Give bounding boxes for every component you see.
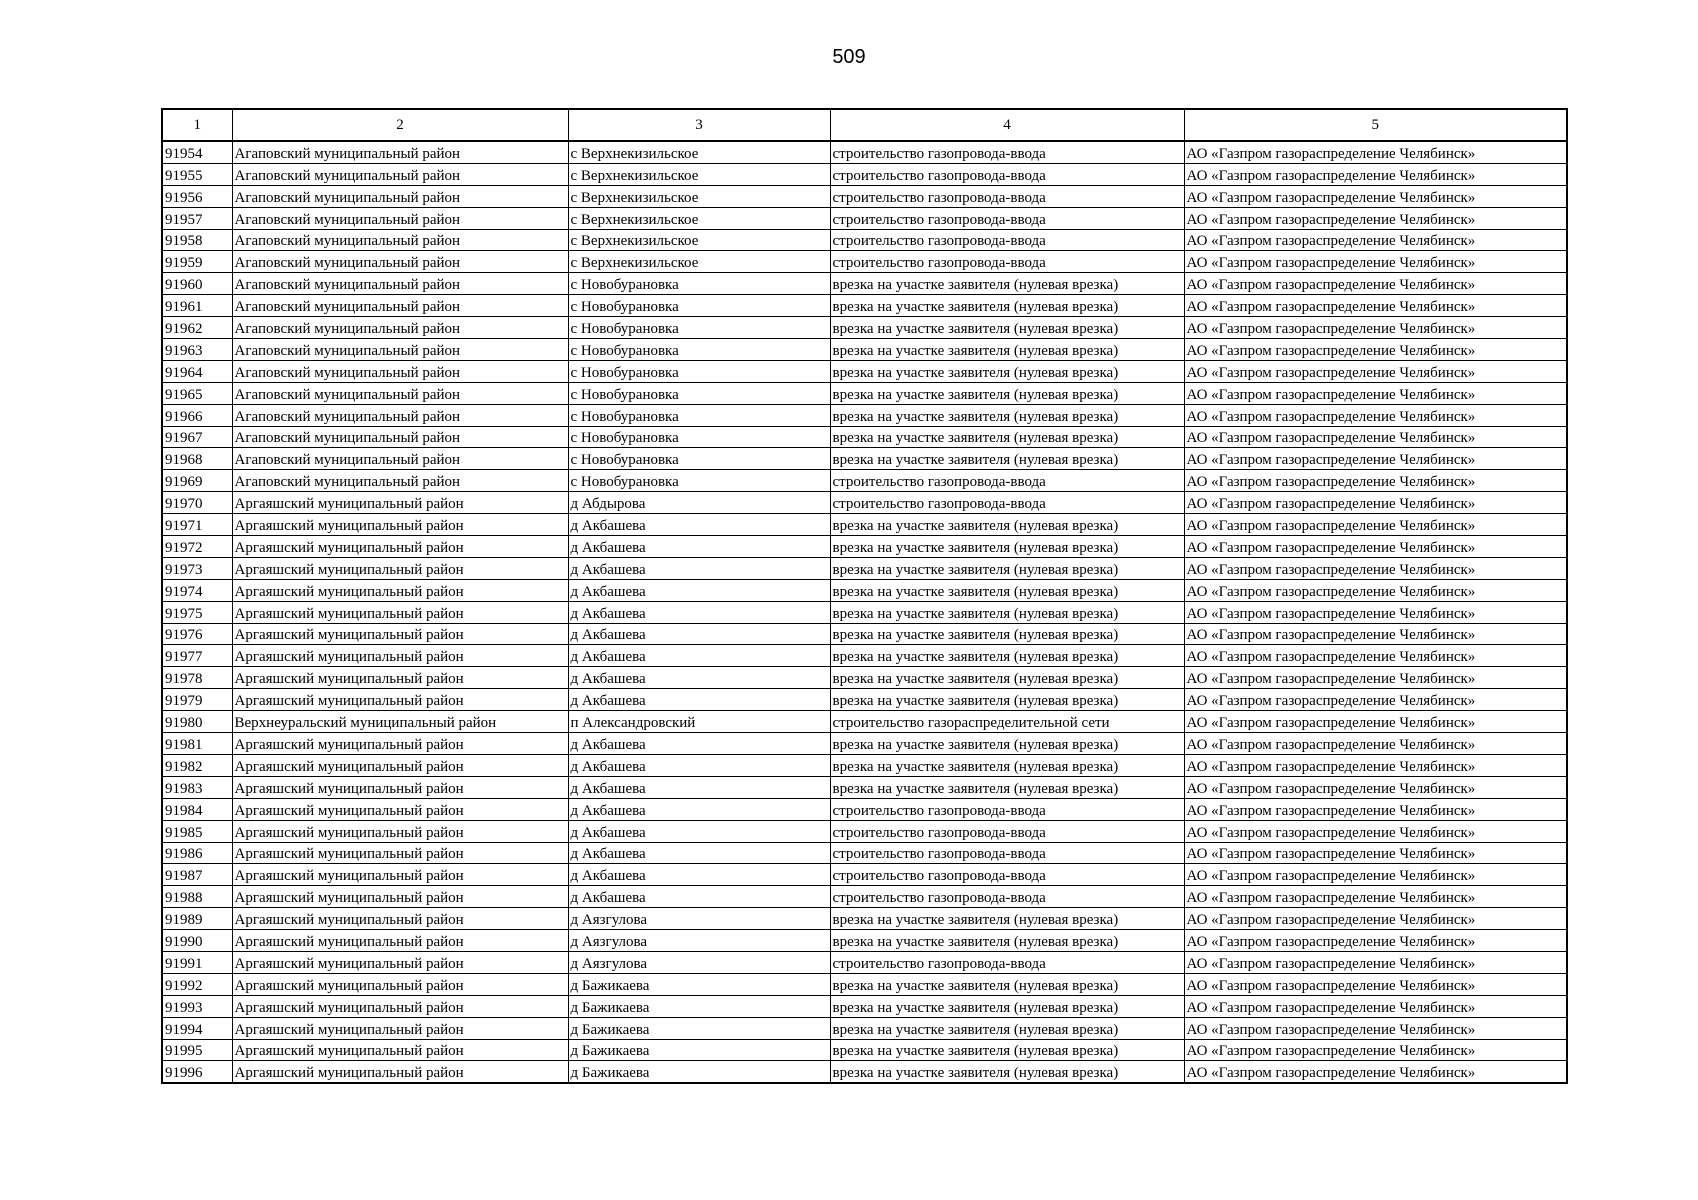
settlement-cell: с Верхнекизильское — [568, 251, 830, 273]
settlement-cell: д Акбашева — [568, 689, 830, 711]
district-cell: Агаповский муниципальный район — [232, 317, 568, 339]
table-row — [162, 623, 1567, 645]
column-header: 4 — [830, 109, 1184, 141]
organization-cell: АО «Газпром газораспределение Челябинск» — [1184, 426, 1567, 448]
work-type-cell: врезка на участке заявителя (нулевая врезка) — [830, 295, 1184, 317]
organization-cell: АО «Газпром газораспределение Челябинск» — [1184, 470, 1567, 492]
district-cell: Агаповский муниципальный район — [232, 207, 568, 229]
district-cell: Агаповский муниципальный район — [232, 339, 568, 361]
district-cell: Агаповский муниципальный район — [232, 295, 568, 317]
settlement-cell: д Аязгулова — [568, 930, 830, 952]
work-type-cell: врезка на участке заявителя (нулевая врезка) — [830, 339, 1184, 361]
district-cell: Агаповский муниципальный район — [232, 382, 568, 404]
organization-cell: АО «Газпром газораспределение Челябинск» — [1184, 776, 1567, 798]
row-number-cell: 91967 — [162, 426, 232, 448]
settlement-cell: д Бажикаева — [568, 1039, 830, 1061]
settlement-cell: с Верхнекизильское — [568, 163, 830, 185]
work-type-cell: врезка на участке заявителя (нулевая врезка) — [830, 557, 1184, 579]
settlement-cell: д Акбашева — [568, 557, 830, 579]
row-number-cell: 91991 — [162, 951, 232, 973]
work-type-cell: врезка на участке заявителя (нулевая врезка) — [830, 1017, 1184, 1039]
settlement-cell: д Акбашева — [568, 886, 830, 908]
table-row — [162, 185, 1567, 207]
settlement-cell: д Акбашева — [568, 798, 830, 820]
work-type-cell: строительство газопровода-ввода — [830, 842, 1184, 864]
table-row — [162, 251, 1567, 273]
work-type-cell: врезка на участке заявителя (нулевая врезка) — [830, 536, 1184, 558]
work-type-cell: врезка на участке заявителя (нулевая врезка) — [830, 645, 1184, 667]
settlement-cell: с Верхнекизильское — [568, 229, 830, 251]
work-type-cell: врезка на участке заявителя (нулевая врезка) — [830, 908, 1184, 930]
table-row — [162, 536, 1567, 558]
row-number-cell: 91964 — [162, 360, 232, 382]
registry-table — [161, 108, 1568, 1084]
settlement-cell: с Верхнекизильское — [568, 141, 830, 163]
organization-cell: АО «Газпром газораспределение Челябинск» — [1184, 601, 1567, 623]
work-type-cell: строительство газопровода-ввода — [830, 820, 1184, 842]
column-header: 2 — [232, 109, 568, 141]
row-number-cell: 91983 — [162, 776, 232, 798]
table-row — [162, 1061, 1567, 1083]
row-number-cell: 91990 — [162, 930, 232, 952]
settlement-cell: д Акбашева — [568, 579, 830, 601]
work-type-cell: врезка на участке заявителя (нулевая врезка) — [830, 404, 1184, 426]
district-cell: Агаповский муниципальный район — [232, 229, 568, 251]
table-row — [162, 776, 1567, 798]
table-row — [162, 426, 1567, 448]
table-row — [162, 273, 1567, 295]
table-row — [162, 908, 1567, 930]
organization-cell: АО «Газпром газораспределение Челябинск» — [1184, 141, 1567, 163]
settlement-cell: д Акбашева — [568, 536, 830, 558]
work-type-cell: врезка на участке заявителя (нулевая врезка) — [830, 273, 1184, 295]
district-cell: Верхнеуральский муниципальный район — [232, 711, 568, 733]
organization-cell: АО «Газпром газораспределение Челябинск» — [1184, 382, 1567, 404]
column-header: 3 — [568, 109, 830, 141]
district-cell: Аргаяшский муниципальный район — [232, 1061, 568, 1083]
district-cell: Аргаяшский муниципальный район — [232, 864, 568, 886]
table-row — [162, 886, 1567, 908]
work-type-cell: врезка на участке заявителя (нулевая врезка) — [830, 579, 1184, 601]
work-type-cell: строительство газопровода-ввода — [830, 141, 1184, 163]
district-cell: Аргаяшский муниципальный район — [232, 579, 568, 601]
organization-cell: АО «Газпром газораспределение Челябинск» — [1184, 251, 1567, 273]
table-row — [162, 645, 1567, 667]
work-type-cell: врезка на участке заявителя (нулевая врезка) — [830, 973, 1184, 995]
column-header: 5 — [1184, 109, 1567, 141]
row-number-cell: 91977 — [162, 645, 232, 667]
settlement-cell: д Акбашева — [568, 864, 830, 886]
settlement-cell: д Бажикаева — [568, 973, 830, 995]
district-cell: Аргаяшский муниципальный район — [232, 557, 568, 579]
organization-cell: АО «Газпром газораспределение Челябинск» — [1184, 842, 1567, 864]
district-cell: Агаповский муниципальный район — [232, 163, 568, 185]
table-row — [162, 842, 1567, 864]
table-row — [162, 339, 1567, 361]
district-cell: Аргаяшский муниципальный район — [232, 973, 568, 995]
settlement-cell: д Акбашева — [568, 667, 830, 689]
organization-cell: АО «Газпром газораспределение Челябинск» — [1184, 492, 1567, 514]
organization-cell: АО «Газпром газораспределение Челябинск» — [1184, 667, 1567, 689]
organization-cell: АО «Газпром газораспределение Челябинск» — [1184, 579, 1567, 601]
table-row — [162, 1017, 1567, 1039]
settlement-cell: с Новобурановка — [568, 426, 830, 448]
table-row — [162, 733, 1567, 755]
district-cell: Аргаяшский муниципальный район — [232, 536, 568, 558]
work-type-cell: врезка на участке заявителя (нулевая врезка) — [830, 776, 1184, 798]
work-type-cell: строительство газопровода-ввода — [830, 864, 1184, 886]
work-type-cell: врезка на участке заявителя (нулевая врезка) — [830, 995, 1184, 1017]
district-cell: Аргаяшский муниципальный район — [232, 820, 568, 842]
work-type-cell: врезка на участке заявителя (нулевая врезка) — [830, 689, 1184, 711]
district-cell: Агаповский муниципальный район — [232, 185, 568, 207]
table-row — [162, 667, 1567, 689]
work-type-cell: строительство газопровода-ввода — [830, 470, 1184, 492]
table-row — [162, 382, 1567, 404]
district-cell: Агаповский муниципальный район — [232, 426, 568, 448]
settlement-cell: с Новобурановка — [568, 317, 830, 339]
organization-cell: АО «Газпром газораспределение Челябинск» — [1184, 317, 1567, 339]
row-number-cell: 91984 — [162, 798, 232, 820]
work-type-cell: строительство газопровода-ввода — [830, 163, 1184, 185]
table-row — [162, 601, 1567, 623]
row-number-cell: 91994 — [162, 1017, 232, 1039]
row-number-cell: 91962 — [162, 317, 232, 339]
district-cell: Аргаяшский муниципальный район — [232, 623, 568, 645]
district-cell: Аргаяшский муниципальный район — [232, 776, 568, 798]
table-body — [162, 141, 1567, 1083]
row-number-cell: 91979 — [162, 689, 232, 711]
row-number-cell: 91996 — [162, 1061, 232, 1083]
work-type-cell: врезка на участке заявителя (нулевая врезка) — [830, 623, 1184, 645]
settlement-cell: д Бажикаева — [568, 995, 830, 1017]
work-type-cell: врезка на участке заявителя (нулевая врезка) — [830, 426, 1184, 448]
row-number-cell: 91972 — [162, 536, 232, 558]
work-type-cell: строительство газопровода-ввода — [830, 492, 1184, 514]
row-number-cell: 91988 — [162, 886, 232, 908]
work-type-cell: строительство газопровода-ввода — [830, 951, 1184, 973]
district-cell: Аргаяшский муниципальный район — [232, 601, 568, 623]
work-type-cell: врезка на участке заявителя (нулевая врезка) — [830, 360, 1184, 382]
organization-cell: АО «Газпром газораспределение Челябинск» — [1184, 1039, 1567, 1061]
row-number-cell: 91968 — [162, 448, 232, 470]
table-row — [162, 689, 1567, 711]
settlement-cell: с Новобурановка — [568, 470, 830, 492]
organization-cell: АО «Газпром газораспределение Челябинск» — [1184, 404, 1567, 426]
row-number-cell: 91975 — [162, 601, 232, 623]
row-number-cell: 91992 — [162, 973, 232, 995]
row-number-cell: 91981 — [162, 733, 232, 755]
table-row — [162, 492, 1567, 514]
settlement-cell: д Бажикаева — [568, 1061, 830, 1083]
organization-cell: АО «Газпром газораспределение Челябинск» — [1184, 995, 1567, 1017]
row-number-cell: 91980 — [162, 711, 232, 733]
district-cell: Аргаяшский муниципальный район — [232, 798, 568, 820]
row-number-cell: 91971 — [162, 514, 232, 536]
table-row — [162, 951, 1567, 973]
work-type-cell: строительство газопровода-ввода — [830, 798, 1184, 820]
organization-cell: АО «Газпром газораспределение Челябинск» — [1184, 1061, 1567, 1083]
work-type-cell: врезка на участке заявителя (нулевая врезка) — [830, 733, 1184, 755]
settlement-cell: п Александровский — [568, 711, 830, 733]
work-type-cell: врезка на участке заявителя (нулевая врезка) — [830, 382, 1184, 404]
work-type-cell: врезка на участке заявителя (нулевая врезка) — [830, 601, 1184, 623]
organization-cell: АО «Газпром газораспределение Челябинск» — [1184, 689, 1567, 711]
district-cell: Аргаяшский муниципальный район — [232, 492, 568, 514]
district-cell: Аргаяшский муниципальный район — [232, 667, 568, 689]
row-number-cell: 91973 — [162, 557, 232, 579]
settlement-cell: с Новобурановка — [568, 339, 830, 361]
district-cell: Агаповский муниципальный район — [232, 360, 568, 382]
organization-cell: АО «Газпром газораспределение Челябинск» — [1184, 645, 1567, 667]
district-cell: Аргаяшский муниципальный район — [232, 1039, 568, 1061]
organization-cell: АО «Газпром газораспределение Челябинск» — [1184, 711, 1567, 733]
organization-cell: АО «Газпром газораспределение Челябинск» — [1184, 908, 1567, 930]
work-type-cell: врезка на участке заявителя (нулевая врезка) — [830, 514, 1184, 536]
district-cell: Аргаяшский муниципальный район — [232, 908, 568, 930]
table-row — [162, 229, 1567, 251]
row-number-cell: 91982 — [162, 754, 232, 776]
organization-cell: АО «Газпром газораспределение Челябинск» — [1184, 339, 1567, 361]
work-type-cell: врезка на участке заявителя (нулевая врезка) — [830, 667, 1184, 689]
district-cell: Аргаяшский муниципальный район — [232, 645, 568, 667]
district-cell: Агаповский муниципальный район — [232, 404, 568, 426]
table-row — [162, 579, 1567, 601]
organization-cell: АО «Газпром газораспределение Челябинск» — [1184, 536, 1567, 558]
settlement-cell: д Акбашева — [568, 733, 830, 755]
row-number-cell: 91958 — [162, 229, 232, 251]
row-number-cell: 91959 — [162, 251, 232, 273]
district-cell: Аргаяшский муниципальный район — [232, 995, 568, 1017]
table-row — [162, 360, 1567, 382]
settlement-cell: с Верхнекизильское — [568, 185, 830, 207]
row-number-cell: 91963 — [162, 339, 232, 361]
district-cell: Аргаяшский муниципальный район — [232, 689, 568, 711]
organization-cell: АО «Газпром газораспределение Челябинск» — [1184, 864, 1567, 886]
table-row — [162, 930, 1567, 952]
district-cell: Аргаяшский муниципальный район — [232, 514, 568, 536]
row-number-cell: 91961 — [162, 295, 232, 317]
organization-cell: АО «Газпром газораспределение Челябинск» — [1184, 754, 1567, 776]
table-row — [162, 448, 1567, 470]
table-row — [162, 470, 1567, 492]
settlement-cell: д Акбашева — [568, 754, 830, 776]
row-number-cell: 91989 — [162, 908, 232, 930]
settlement-cell: д Акбашева — [568, 842, 830, 864]
settlement-cell: д Аязгулова — [568, 908, 830, 930]
table-row — [162, 798, 1567, 820]
organization-cell: АО «Газпром газораспределение Челябинск» — [1184, 273, 1567, 295]
page-number: 509 — [832, 46, 866, 68]
organization-cell: АО «Газпром газораспределение Челябинск» — [1184, 973, 1567, 995]
row-number-cell: 91965 — [162, 382, 232, 404]
row-number-cell: 91954 — [162, 141, 232, 163]
organization-cell: АО «Газпром газораспределение Челябинск» — [1184, 886, 1567, 908]
table-row — [162, 820, 1567, 842]
settlement-cell: д Акбашева — [568, 623, 830, 645]
row-number-cell: 91966 — [162, 404, 232, 426]
settlement-cell: с Верхнекизильское — [568, 207, 830, 229]
organization-cell: АО «Газпром газораспределение Челябинск» — [1184, 1017, 1567, 1039]
table-row — [162, 973, 1567, 995]
table-row — [162, 864, 1567, 886]
district-cell: Аргаяшский муниципальный район — [232, 842, 568, 864]
settlement-cell: д Акбашева — [568, 645, 830, 667]
district-cell: Аргаяшский муниципальный район — [232, 886, 568, 908]
table-row — [162, 404, 1567, 426]
table-row — [162, 1039, 1567, 1061]
organization-cell: АО «Газпром газораспределение Челябинск» — [1184, 514, 1567, 536]
organization-cell: АО «Газпром газораспределение Челябинск» — [1184, 951, 1567, 973]
organization-cell: АО «Газпром газораспределение Челябинск» — [1184, 360, 1567, 382]
organization-cell: АО «Газпром газораспределение Челябинск» — [1184, 733, 1567, 755]
work-type-cell: строительство газопровода-ввода — [830, 886, 1184, 908]
table-row — [162, 141, 1567, 163]
row-number-cell: 91960 — [162, 273, 232, 295]
organization-cell: АО «Газпром газораспределение Челябинск» — [1184, 163, 1567, 185]
organization-cell: АО «Газпром газораспределение Челябинск» — [1184, 295, 1567, 317]
settlement-cell: с Новобурановка — [568, 273, 830, 295]
column-header: 1 — [162, 109, 232, 141]
row-number-cell: 91985 — [162, 820, 232, 842]
organization-cell: АО «Газпром газораспределение Челябинск» — [1184, 930, 1567, 952]
work-type-cell: врезка на участке заявителя (нулевая врезка) — [830, 930, 1184, 952]
district-cell: Агаповский муниципальный район — [232, 448, 568, 470]
row-number-cell: 91956 — [162, 185, 232, 207]
district-cell: Аргаяшский муниципальный район — [232, 733, 568, 755]
table-row — [162, 207, 1567, 229]
organization-cell: АО «Газпром газораспределение Челябинск» — [1184, 820, 1567, 842]
district-cell: Аргаяшский муниципальный район — [232, 754, 568, 776]
settlement-cell: с Новобурановка — [568, 448, 830, 470]
work-type-cell: строительство газораспределительной сети — [830, 711, 1184, 733]
organization-cell: АО «Газпром газораспределение Челябинск» — [1184, 448, 1567, 470]
settlement-cell: с Новобурановка — [568, 295, 830, 317]
table-row — [162, 317, 1567, 339]
settlement-cell: д Акбашева — [568, 514, 830, 536]
settlement-cell: д Акбашева — [568, 776, 830, 798]
organization-cell: АО «Газпром газораспределение Челябинск» — [1184, 557, 1567, 579]
district-cell: Аргаяшский муниципальный район — [232, 1017, 568, 1039]
organization-cell: АО «Газпром газораспределение Челябинск» — [1184, 229, 1567, 251]
settlement-cell: с Новобурановка — [568, 382, 830, 404]
table-row — [162, 557, 1567, 579]
row-number-cell: 91969 — [162, 470, 232, 492]
district-cell: Аргаяшский муниципальный район — [232, 930, 568, 952]
work-type-cell: врезка на участке заявителя (нулевая врезка) — [830, 1039, 1184, 1061]
header-row — [162, 109, 1567, 141]
row-number-cell: 91987 — [162, 864, 232, 886]
work-type-cell: врезка на участке заявителя (нулевая врезка) — [830, 754, 1184, 776]
table-row — [162, 163, 1567, 185]
row-number-cell: 91976 — [162, 623, 232, 645]
organization-cell: АО «Газпром газораспределение Челябинск» — [1184, 798, 1567, 820]
table-row — [162, 514, 1567, 536]
work-type-cell: строительство газопровода-ввода — [830, 185, 1184, 207]
work-type-cell: врезка на участке заявителя (нулевая врезка) — [830, 448, 1184, 470]
row-number-cell: 91955 — [162, 163, 232, 185]
settlement-cell: д Акбашева — [568, 820, 830, 842]
organization-cell: АО «Газпром газораспределение Челябинск» — [1184, 185, 1567, 207]
settlement-cell: д Акбашева — [568, 601, 830, 623]
settlement-cell: с Новобурановка — [568, 404, 830, 426]
work-type-cell: врезка на участке заявителя (нулевая врезка) — [830, 317, 1184, 339]
work-type-cell: строительство газопровода-ввода — [830, 207, 1184, 229]
district-cell: Агаповский муниципальный район — [232, 273, 568, 295]
district-cell: Агаповский муниципальный район — [232, 470, 568, 492]
row-number-cell: 91978 — [162, 667, 232, 689]
table-row — [162, 754, 1567, 776]
district-cell: Агаповский муниципальный район — [232, 141, 568, 163]
district-cell: Аргаяшский муниципальный район — [232, 951, 568, 973]
settlement-cell: д Бажикаева — [568, 1017, 830, 1039]
table-row — [162, 995, 1567, 1017]
organization-cell: АО «Газпром газораспределение Челябинск» — [1184, 207, 1567, 229]
work-type-cell: врезка на участке заявителя (нулевая врезка) — [830, 1061, 1184, 1083]
row-number-cell: 91970 — [162, 492, 232, 514]
settlement-cell: д Абдырова — [568, 492, 830, 514]
settlement-cell: с Новобурановка — [568, 360, 830, 382]
work-type-cell: строительство газопровода-ввода — [830, 251, 1184, 273]
row-number-cell: 91995 — [162, 1039, 232, 1061]
district-cell: Агаповский муниципальный район — [232, 251, 568, 273]
row-number-cell: 91957 — [162, 207, 232, 229]
row-number-cell: 91993 — [162, 995, 232, 1017]
row-number-cell: 91986 — [162, 842, 232, 864]
organization-cell: АО «Газпром газораспределение Челябинск» — [1184, 623, 1567, 645]
row-number-cell: 91974 — [162, 579, 232, 601]
table-row — [162, 711, 1567, 733]
table-row — [162, 295, 1567, 317]
settlement-cell: д Аязгулова — [568, 951, 830, 973]
work-type-cell: строительство газопровода-ввода — [830, 229, 1184, 251]
